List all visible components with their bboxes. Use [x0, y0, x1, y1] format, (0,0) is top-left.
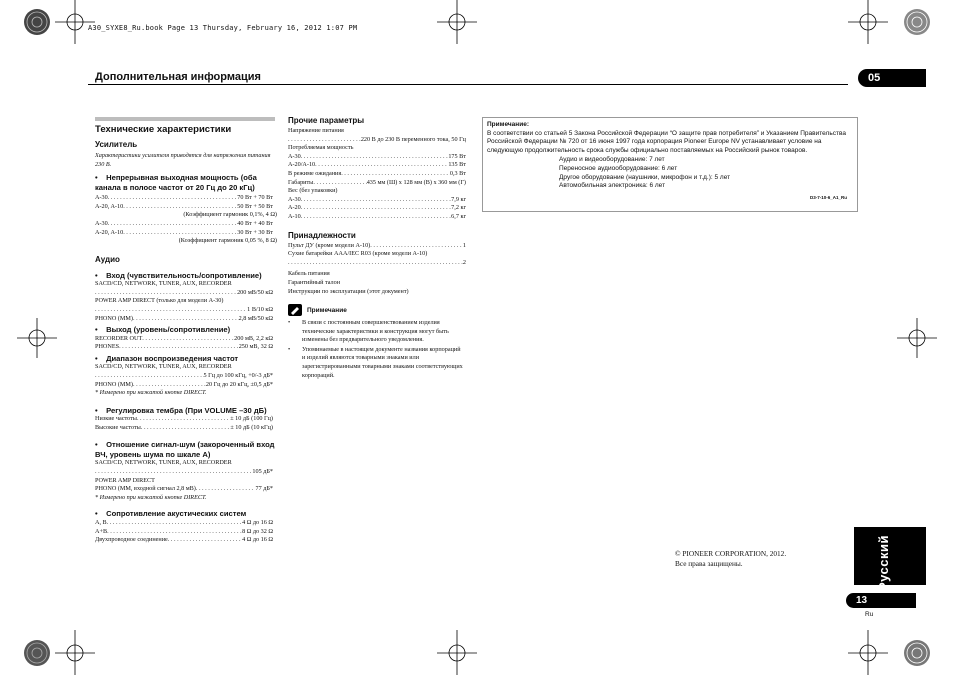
spec-row: . . . 2 [288, 259, 466, 268]
notice-item: Переносное аудиооборудование: 6 лет [559, 164, 678, 172]
snr-note: * Измерено при нажатой кнопке DIRECT. [95, 493, 207, 501]
spec-row: A-20 . . . 7,2 кг [288, 204, 466, 213]
spec-row: A-20, A-10 . . . 50 Вт + 50 Вт [95, 203, 273, 212]
snr-direct: POWER AMP DIRECT [95, 476, 155, 484]
freq-sources: SACD/CD, NETWORK, TUNER, AUX, RECORDER [95, 363, 232, 371]
other-column [288, 116, 466, 380]
power-note: (Коэффициент гармоник 0,05 %, 8 Ω) [178, 237, 277, 245]
weight-label: Вес (без упаковки) [288, 187, 338, 195]
spec-row: PHONO (MM, входной сигнал 2,8 мВ) . . . 77 дБ* [95, 485, 273, 494]
spec-row: . . . 1 В/10 кΩ [95, 306, 273, 315]
spec-row: A-30 . . . 175 Вт [288, 153, 466, 162]
spec-row: A-30 . . . 70 Вт + 70 Вт [95, 194, 273, 203]
spec-row: Двухпроводное соединение . . . 4 Ω до 16 Ω [95, 536, 273, 545]
header-rule [88, 84, 848, 85]
note-list [288, 319, 466, 380]
acc-line: Гарантийный талон [288, 278, 341, 286]
supply-label: Напряжение питания [288, 127, 344, 134]
amp-heading: Усилитель [95, 140, 138, 149]
note-item: • Упоминаемые в настоящем документе названия корпораций и изделий являются товарными знаками или зарегистрированными товарными знаками соответствующих корпораций. [288, 345, 463, 379]
page-lang: Ru [865, 611, 874, 618]
spec-row: . . . 105 дБ* [95, 468, 273, 477]
accessories-heading: Принадлежности [288, 230, 356, 240]
spec-row: . . . 200 мВ/50 кΩ [95, 289, 273, 298]
spec-row: A-30 . . . 7,9 кг [288, 196, 466, 205]
spec-row: A-10 . . . 6,7 кг [288, 213, 466, 222]
chapter-badge: 05 [858, 69, 926, 87]
note-title: Примечание [307, 306, 347, 314]
notice-body: В соответствии со статьей 5 Закона Российской Федерации “О защите прав потребителя” и Указанием Правительства Российской Федерации № 720 от 16 июня 1997 года корпорация Pioneer Europe NV устанавливает условие на следующую продолжительность срока службы официально поставляемых на Российский рынок товаров. [487, 129, 846, 154]
power-heading: • Непрерывная выходная мощность (оба канала в полосе частот от 20 Гц до 20 кГц) [95, 173, 257, 192]
page-title: Дополнительная информация [95, 71, 261, 83]
acc-line: Сухие батарейки AAA/IEC R03 (кроме модели A-10) [288, 250, 428, 258]
spec-row: A+B . . . 8 Ω до 32 Ω [95, 528, 273, 537]
notice-code: D3-7-10-6_A1_Ru [809, 194, 847, 200]
copyright-line: © PIONEER CORPORATION, 2012. [675, 549, 787, 558]
spec-row: PHONO (MM) . . . 2,8 мВ/50 кΩ [95, 315, 273, 324]
specs-title: Технические характеристики [95, 124, 232, 135]
input-sources: SACD/CD, NETWORK, TUNER, AUX, RECORDER [95, 280, 232, 288]
other-heading: Прочие параметры [288, 116, 365, 125]
spec-row: В режиме ожидания . . . 0,3 Вт [288, 170, 466, 179]
output-heading: • Выход (уровень/сопротивление) [95, 325, 231, 335]
spec-row: . . . 220 В до 230 В переменного тока, 50 Гц [288, 136, 466, 145]
snr-sources: SACD/CD, NETWORK, TUNER, AUX, RECORDER [95, 459, 232, 467]
spec-row: A-20/A-10 . . . 135 Вт [288, 161, 466, 170]
note-icon [288, 304, 302, 316]
notice-item: Аудио и видеооборудование: 7 лет [559, 156, 665, 164]
notice-list [559, 156, 853, 190]
language-label: Русский [876, 535, 891, 592]
note-header [288, 304, 466, 316]
section-bar [95, 117, 275, 121]
spec-row: A-20, A-10 . . . 30 Вт + 30 Вт [95, 229, 273, 238]
copyright-line: Все права защищены. [675, 559, 743, 568]
input-heading: • Вход (чувствительность/сопротивление) [95, 270, 262, 280]
page-number: 13 [846, 593, 916, 608]
spec-row: . . . 5 Гц до 100 кГц, +0/-3 дБ* [95, 372, 273, 381]
spec-row: Низкие частоты . . . ± 10 дБ (100 Гц) [95, 415, 273, 424]
input-direct: POWER AMP DIRECT (только для модели A-30) [95, 297, 224, 305]
amp-note: Характеристики усилителя приводятся для напряжения питания 230 В. [95, 152, 271, 168]
note-item: • В связи с постоянным совершенствованием изделия технические характеристики и конструкция могут быть изменены без предварительного уведомления. [288, 319, 449, 344]
specs-column [95, 124, 277, 545]
spec-row: PHONES . . . 250 мВ, 32 Ω [95, 343, 273, 352]
freq-note: * Измерено при нажатой кнопке DIRECT. [95, 389, 207, 397]
speaker-heading: • Сопротивление акустических систем [95, 509, 247, 519]
spec-row: Габариты . . . 435 мм (Ш) x 128 мм (В) x 360 мм (Г) [288, 179, 466, 188]
spec-row: A, B . . . 4 Ω до 16 Ω [95, 519, 273, 528]
tone-heading: • Регулировка тембра (При VOLUME –30 дБ) [95, 405, 267, 415]
language-tab [854, 527, 926, 592]
spec-row: Высокие частоты . . . ± 10 дБ (10 кГц) [95, 424, 273, 433]
audio-heading: Аудио [95, 254, 120, 264]
notice-title: Примечание: [487, 121, 529, 128]
copyright [675, 549, 786, 569]
notice-box [482, 117, 858, 212]
consumption-label: Потребляемая мощность [288, 144, 354, 152]
notice-item: Другое оборудование (наушники, микрофон и т.д.): 5 лет [559, 173, 731, 181]
snr-heading: • Отношение сигнал-шум (закороченный вход ВЧ, уровень шума по шкале A) [95, 440, 275, 459]
acc-line: Инструкции по эксплуатации (этот документ) [288, 287, 409, 295]
file-info-bar: A30_SYXE8_Ru.book Page 13 Thursday, February 16, 2012 1:07 PM [88, 24, 358, 32]
freq-heading: • Диапазон воспроизведения частот [95, 353, 239, 363]
power-list [95, 194, 277, 246]
spec-row: RECORDER OUT . . . 200 мВ, 2,2 кΩ [95, 335, 273, 344]
acc-line: Кабель питания [288, 270, 330, 278]
spec-row: Пульт ДУ (кроме модели A-10) . . . 1 [288, 242, 466, 251]
spec-row: A-30 . . . 40 Вт + 40 Вт [95, 220, 273, 229]
power-note: (Коэффициент гармоник 0,1%, 4 Ω) [183, 211, 277, 219]
spec-row: PHONO (MM) . . . 20 Гц до 20 кГц, ±0,5 дБ* [95, 381, 273, 390]
notice-item: Автомобильная электроника: 6 лет [559, 182, 666, 190]
